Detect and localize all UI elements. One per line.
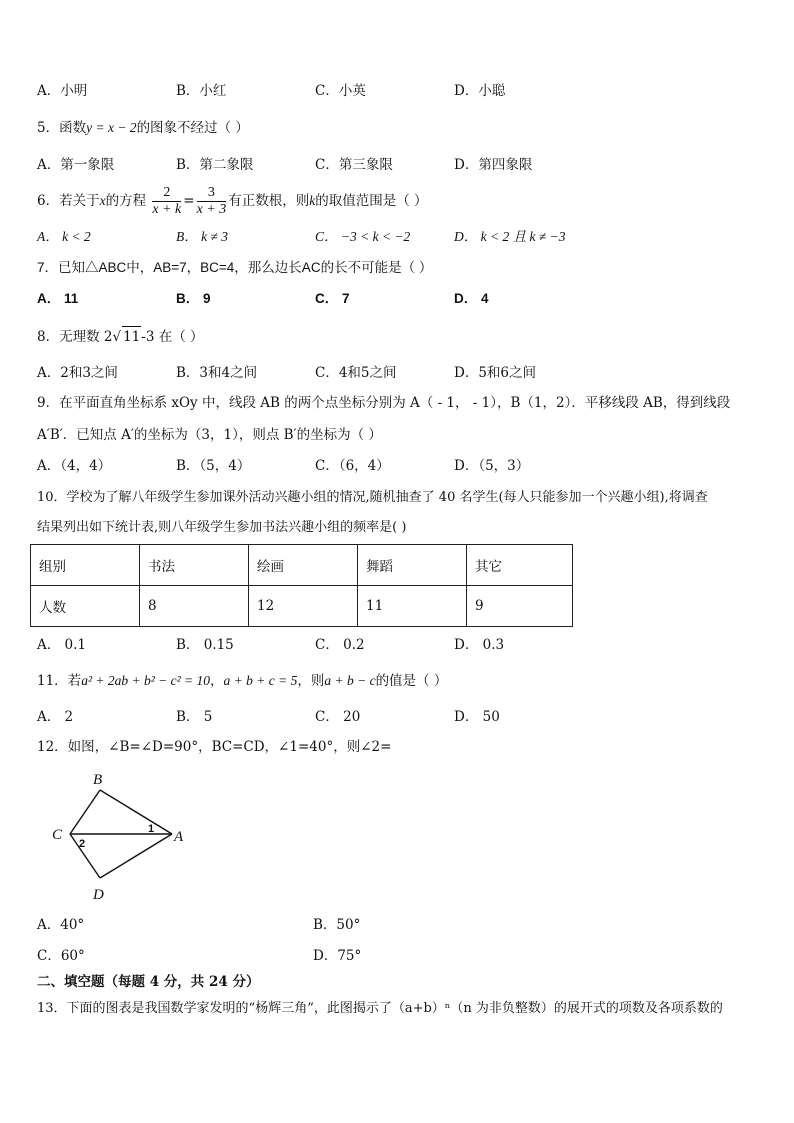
label-d: D [93,887,104,903]
q5-option-b[interactable]: B．第二象限 [176,157,254,173]
q12-geometry-figure [48,766,198,906]
segment-ba [100,790,172,834]
q11-sep: ， [210,673,224,689]
table-cell: 其它 [467,545,573,586]
q9-option-c[interactable]: C．（6，4） [315,458,390,474]
q5-option-d[interactable]: D．第四象限 [454,157,533,173]
q8-option-c[interactable]: C．4和5之间 [315,365,397,381]
q5-equation: y = x − 2 [86,120,137,135]
q4-option-c[interactable]: C．小英 [315,83,366,99]
q6-var-x: x [99,193,106,208]
q12-option-d[interactable]: D．75° [313,948,362,964]
q6-equals: = [183,193,195,209]
q12-stem: 12．如图，∠B=∠D=90°，BC=CD，∠1=40°，则∠2= [37,739,392,755]
q4-option-b[interactable]: B．小红 [176,83,227,99]
q6-options [37,227,757,247]
q11-eq2: a + b + c = 5 [223,673,298,688]
q7-option-d[interactable]: D． 4 [454,291,489,306]
table-cell: 12 [249,586,358,627]
segment-cb [70,790,100,834]
table-cell: 绘画 [249,545,358,586]
q11-eq3: a + b − c [324,673,376,688]
q11-suffix: 的值是（ ） [375,673,448,689]
table-cell: 人数 [31,586,140,627]
q6-frac1-num: 2 [152,185,181,202]
q9-option-b[interactable]: B．（5，4） [176,458,251,474]
q12-options-row2 [37,946,757,966]
label-a: A [174,829,184,845]
q6-frac2-num: 3 [197,185,227,202]
table-row [31,545,573,586]
q6-stem [37,182,428,220]
table-row [31,586,573,627]
section-fill-in-title: 二、填空题（每题 4 分，共 24 分） [37,974,260,990]
q6-option-b[interactable]: B． k ≠ 3 [176,229,229,244]
q8-option-a[interactable]: A．2和3之间 [37,365,118,381]
q8-stem [37,326,204,347]
q13-stem: 13．下面的图表是我国数学家发明的“杨辉三角”，此图揭示了（a+b）ⁿ（n 为非负整数）的展开式的项数及各项系数的 [37,1001,723,1016]
q12-option-b[interactable]: B．50° [313,917,361,933]
table-cell: 9 [467,586,573,627]
q12-options-row1 [37,915,757,935]
table-cell: 舞蹈 [358,545,467,586]
table-cell: 8 [140,586,249,627]
q8-radicand: 11 [122,326,141,347]
q9-option-d[interactable]: D．（5，3） [454,458,530,474]
q5-prefix: 5．函数 [37,120,87,136]
q7-options [37,289,757,309]
q10-option-c[interactable]: C． 0.2 [315,637,365,653]
q11-prefix: 11．若 [37,673,82,689]
q8-options [37,363,757,383]
q4-options [37,81,757,101]
q11-option-b[interactable]: B． 5 [176,709,213,725]
q10-stat-table [30,544,573,627]
q7-option-c[interactable]: C． 7 [315,291,350,306]
q10-stem-line1: 10．学校为了解八年级学生参加课外活动兴趣小组的情况,随机抽查了 40 名学生(每人只能参加一个兴趣小组),将调查 [37,490,708,505]
q6-prefix: 6．若关于 [37,193,100,209]
q6-fraction-left [152,185,181,218]
q9-option-a[interactable]: A．（4，4） [37,458,112,474]
q6-mid: 的方程 [105,193,147,209]
q6-option-d[interactable]: D． k < 2 且 k ≠ −3 [454,229,566,244]
q10-option-a[interactable]: A． 0.1 [37,637,87,653]
q10-stem-line2: 结果列出如下统计表,则八年级学生参加书法兴趣小组的频率是( ) [37,520,407,535]
table-cell: 书法 [140,545,249,586]
q10-option-d[interactable]: D． 0.3 [454,637,505,653]
q6-fraction-right [197,185,227,218]
q6-var-k: k [309,193,316,208]
q9-stem-line2: A′B′．已知点 A′的坐标为（3，1），则点 B′的坐标为（ ） [37,427,382,443]
q11-option-d[interactable]: D． 50 [454,709,500,725]
q5-option-a[interactable]: A．第一象限 [37,157,115,173]
q12-option-a[interactable]: A．40° [37,917,85,933]
q7-option-a[interactable]: A． 11 [37,291,79,306]
sqrt-icon: √ [112,329,122,345]
label-b: B [93,772,103,788]
q6-frac1-den: x + k [152,202,182,217]
q5-suffix: 的图象不经过（ ） [136,120,249,136]
q5-stem [37,118,249,138]
q11-option-a[interactable]: A． 2 [37,709,74,725]
q5-options [37,155,757,175]
q8-suffix: -3 在（ ） [141,329,204,345]
q6-post1: 有正数根，则 [228,193,310,209]
q10-options [37,635,757,655]
q7-option-b[interactable]: B． 9 [176,291,211,306]
q9-stem-line1: 9．在平面直角坐标系 xOy 中，线段 AB 的两个点坐标分别为 A（ - 1， - 1），B（1，2）．平移线段 AB，得到线段 [37,395,731,411]
q8-prefix: 8．无理数 2 [37,329,113,345]
q11-option-c[interactable]: C． 20 [315,709,361,725]
q4-option-a[interactable]: A．小明 [37,83,88,99]
q6-option-a[interactable]: A． k < 2 [37,229,91,244]
q9-options [37,456,757,476]
table-cell: 组别 [31,545,140,586]
q11-options [37,707,757,727]
q7-stem: 7．已知△ABC中，AB=7，BC=4，那么边长AC的长不可能是（ ） [37,260,433,275]
angle-label-2: 2 [79,838,86,850]
table-cell: 11 [358,586,467,627]
q6-frac2-den: x + 3 [196,202,227,217]
q8-option-b[interactable]: B．3和4之间 [176,365,258,381]
q6-post2: 的取值范围是（ ） [315,193,428,209]
segment-da [100,834,172,878]
q6-option-c[interactable]: C． −3 < k < −2 [315,229,411,244]
q11-mid: ，则 [297,673,325,689]
label-c: C [52,827,63,843]
q12-option-c[interactable]: C．60° [37,948,85,964]
q10-option-b[interactable]: B． 0.15 [176,637,234,653]
q11-eq1: a² + 2ab + b² − c² = 10 [81,673,211,688]
angle-label-1: 1 [148,823,155,835]
q5-option-c[interactable]: C．第三象限 [315,157,393,173]
q4-option-d[interactable]: D．小聪 [454,83,506,99]
q11-stem [37,671,447,691]
q8-option-d[interactable]: D．5和6之间 [454,365,537,381]
